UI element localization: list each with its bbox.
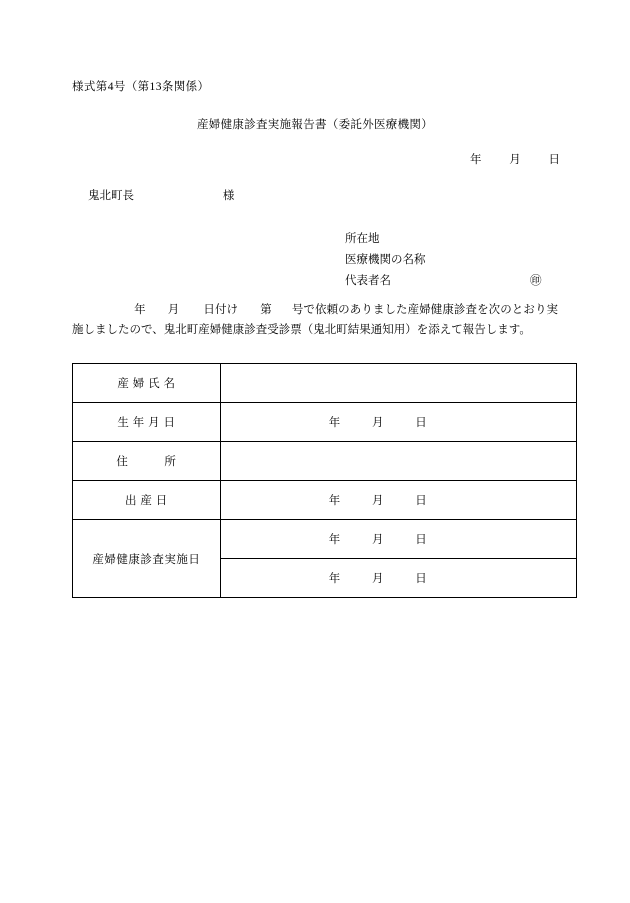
report-table: [72, 363, 577, 598]
addressee-name: 鬼北町長: [88, 190, 134, 202]
exam1-year-label: 年: [328, 534, 341, 546]
birthdate-year-label: 年: [328, 417, 341, 429]
body-number-label: 第: [260, 304, 272, 316]
date-year-label: 年: [470, 154, 482, 166]
body-day-label: 日付け: [203, 304, 239, 316]
addressee: [88, 187, 234, 203]
row-label-birthdate: 生 年 月 日: [73, 403, 221, 442]
row-value-exam-date-1[interactable]: [220, 520, 576, 559]
institution-address-label: 所在地: [345, 233, 380, 245]
body-month-label: 月: [167, 304, 180, 316]
institution-block: [345, 229, 542, 292]
body-text-1: 号で依頼のありました産婦健康診査を次のとおり実施しました: [72, 304, 559, 336]
document-title: 産婦健康診査実施報告書（委託外医療機関）: [197, 119, 433, 131]
body-text-2: ので、鬼北町産婦健康診査受診票（鬼北町結果通知用）を添えて報告します。: [129, 324, 531, 336]
row-value-address[interactable]: [220, 442, 576, 481]
institution-name-label: 医療機関の名称: [345, 254, 426, 266]
row-value-delivery-date[interactable]: [220, 481, 576, 520]
document-date-line: [470, 151, 560, 167]
institution-name-row: [345, 250, 426, 271]
addressee-honorific: 様: [222, 190, 235, 202]
form-number: 様式第4号（第13条関係）: [72, 81, 210, 93]
row-value-exam-date-2[interactable]: [220, 559, 576, 598]
seal-mark: ㊞: [530, 275, 542, 287]
date-day-label: 日: [548, 154, 560, 166]
row-value-mother-name[interactable]: [220, 364, 576, 403]
delivery-year-label: 年: [328, 495, 341, 507]
delivery-day-label: 日: [415, 495, 427, 507]
exam2-month-label: 月: [372, 573, 384, 585]
institution-address-row: [345, 229, 426, 250]
delivery-month-label: 月: [372, 495, 384, 507]
body-year-label: 年: [134, 304, 146, 316]
row-label-delivery-date: 出 産 日: [73, 481, 221, 520]
exam2-day-label: 日: [415, 573, 427, 585]
birthdate-day-label: 日: [415, 417, 427, 429]
table-row: [73, 442, 577, 481]
table-row: [73, 403, 577, 442]
exam1-day-label: 日: [415, 534, 427, 546]
body-paragraph: [72, 300, 558, 340]
row-value-birthdate[interactable]: [220, 403, 576, 442]
institution-representative-row: [345, 271, 542, 292]
exam1-month-label: 月: [372, 534, 384, 546]
table-row: [73, 481, 577, 520]
date-month-label: 月: [509, 154, 521, 166]
row-label-exam-dates: 産婦健康診査実施日: [73, 520, 221, 598]
table-row: [73, 364, 577, 403]
row-label-address: 住 所: [73, 442, 221, 481]
table-row: [73, 520, 577, 559]
institution-representative-label: 代表者名: [345, 275, 391, 287]
exam2-year-label: 年: [328, 573, 341, 585]
row-label-mother-name: 産 婦 氏 名: [73, 364, 221, 403]
birthdate-month-label: 月: [372, 417, 384, 429]
